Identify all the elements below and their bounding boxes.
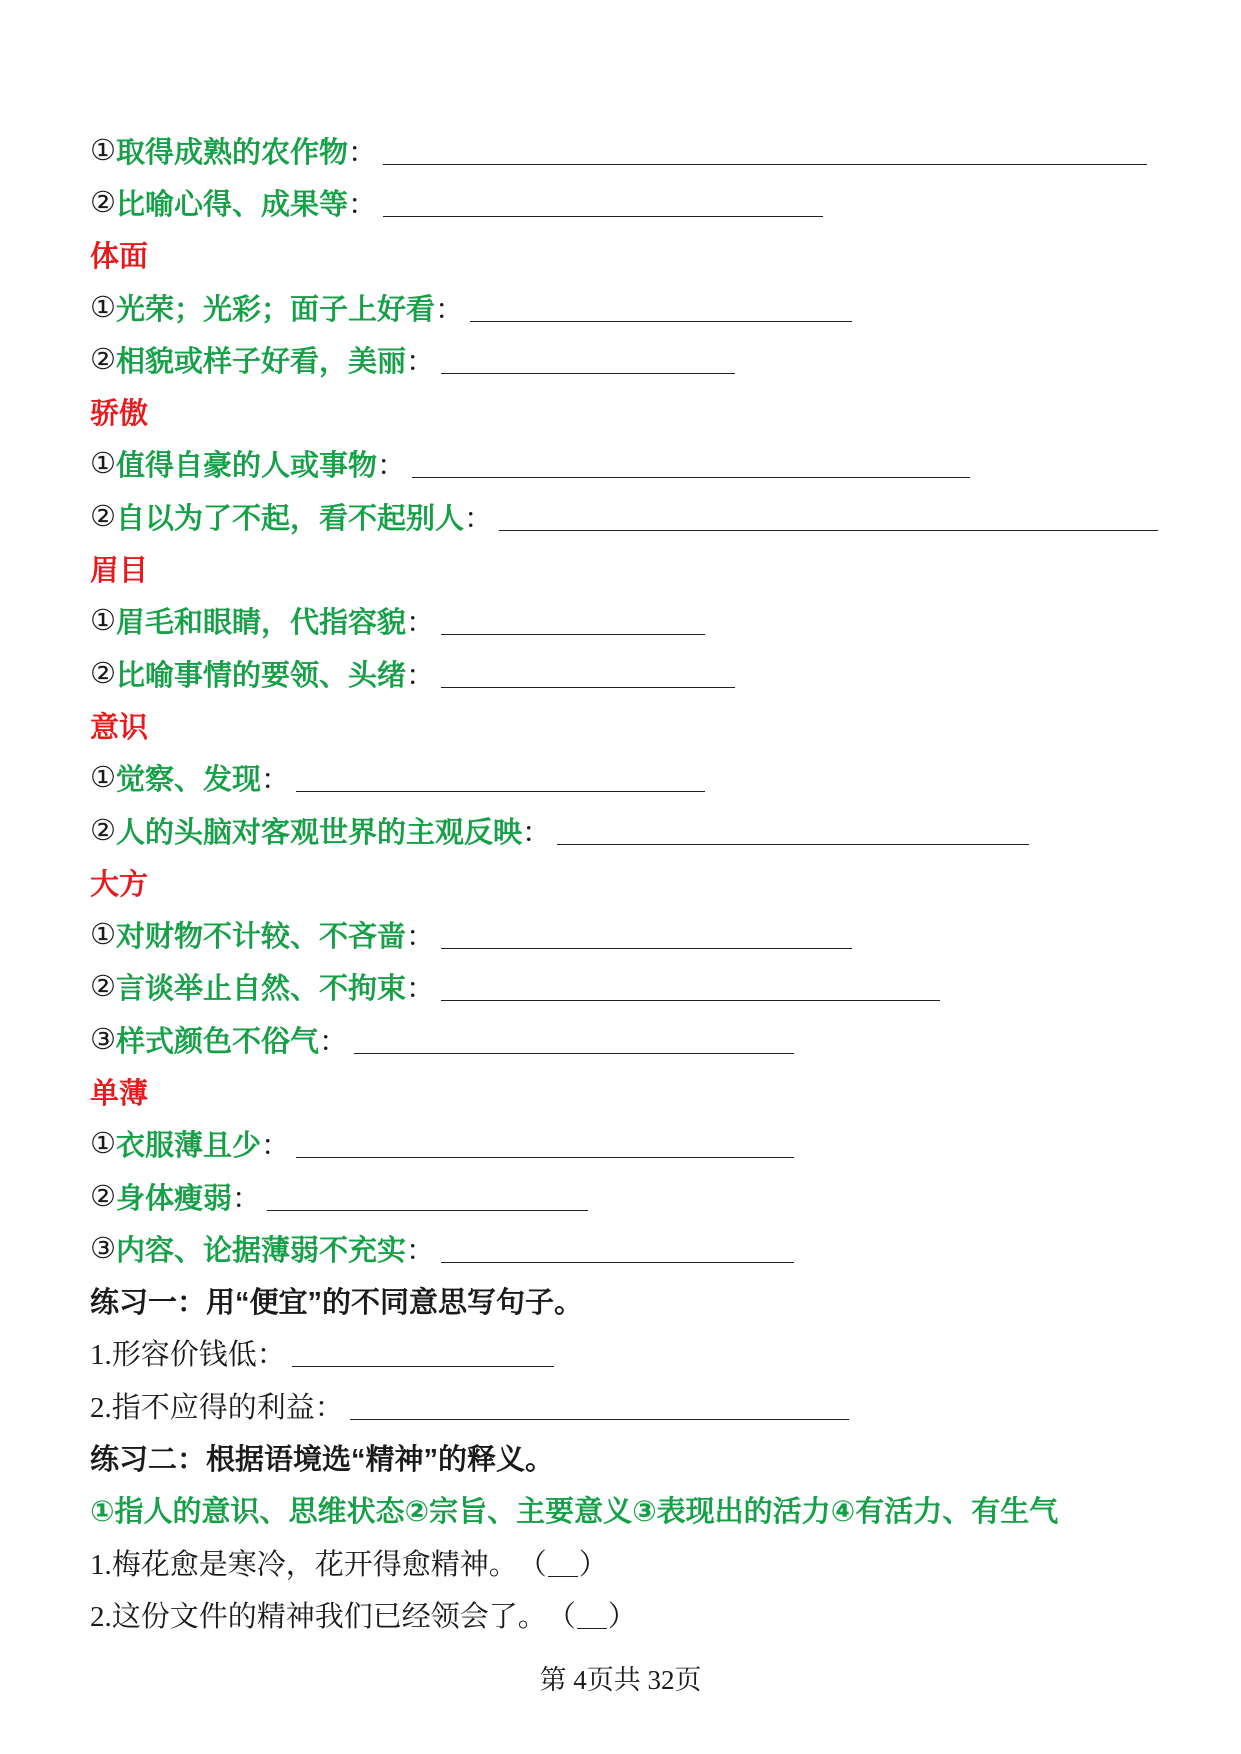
answer-blank xyxy=(412,477,970,478)
exercise-title: 练习二：根据语境选“精神”的释义。 xyxy=(90,1444,555,1477)
sense-line xyxy=(90,176,823,228)
sense-line xyxy=(90,1170,588,1222)
question-sentence: 1.梅花愈是寒冷，花开得愈精神。 xyxy=(90,1548,518,1581)
sense-line xyxy=(90,908,852,960)
entry-word: 眉目 xyxy=(90,555,149,588)
sense-number: ③ xyxy=(90,1232,116,1265)
sense-definition: 样式颜色不俗气 xyxy=(116,1025,320,1058)
colon: ： xyxy=(406,607,436,640)
sense-number: ② xyxy=(90,343,116,376)
answer-bracket-open: （ xyxy=(517,1548,547,1581)
answer-bracket-close: ） xyxy=(578,1548,608,1581)
answer-blank xyxy=(470,321,852,322)
sense-number: ② xyxy=(90,500,116,533)
sense-definition: 眉毛和眼睛，代指容貌 xyxy=(116,607,407,640)
answer-blank xyxy=(350,1419,849,1420)
entry-word-heading xyxy=(90,1065,1190,1117)
answer-blank xyxy=(354,1053,794,1054)
sense-definition: 人的头脑对客观世界的主观反映 xyxy=(116,816,523,849)
sense-number: ③ xyxy=(90,1023,116,1056)
answer-blank xyxy=(548,1576,578,1577)
exercise-prompt: 1.形容价钱低： xyxy=(90,1339,286,1372)
sense-line xyxy=(90,490,1158,542)
sense-number: ① xyxy=(90,919,116,952)
answer-blank xyxy=(499,530,1158,531)
entry-word: 意识 xyxy=(90,711,149,744)
sense-line xyxy=(90,647,735,699)
sense-definition: 值得自豪的人或事物 xyxy=(116,450,378,483)
sense-number: ① xyxy=(90,1128,116,1161)
worksheet-content xyxy=(90,124,1190,1641)
exercise-item xyxy=(90,1379,849,1431)
exercise-prompt: 2.指不应得的利益： xyxy=(90,1391,344,1424)
colon: ： xyxy=(522,816,552,849)
sense-line xyxy=(90,804,1029,856)
answer-bracket-close: ） xyxy=(607,1600,637,1633)
sense-definition: 身体瘦弱 xyxy=(116,1182,233,1215)
sense-line xyxy=(90,961,940,1013)
sense-definition: 相貌或样子好看，美丽 xyxy=(116,345,407,378)
answer-blank xyxy=(296,791,705,792)
colon: ： xyxy=(406,1234,436,1267)
exercise-title-line xyxy=(90,1431,1190,1483)
colon: ： xyxy=(406,921,436,954)
sense-number: ① xyxy=(90,448,116,481)
sense-line xyxy=(90,752,705,804)
colon: ： xyxy=(406,345,436,378)
colon: ： xyxy=(348,136,378,169)
exercise-title-line xyxy=(90,1275,1190,1327)
entry-word-heading xyxy=(90,229,1190,281)
sense-definition: 比喻事情的要领、头绪 xyxy=(116,659,407,692)
exercise-item xyxy=(90,1327,554,1379)
sense-definition: 对财物不计较、不吝啬 xyxy=(116,921,407,954)
sense-line xyxy=(90,1118,794,1170)
answer-blank xyxy=(292,1366,554,1367)
sense-number: ① xyxy=(90,605,116,638)
colon: ： xyxy=(261,764,291,797)
answer-blank xyxy=(441,373,735,374)
answer-blank xyxy=(441,1000,940,1001)
sense-number: ① xyxy=(90,762,116,795)
colon: ： xyxy=(232,1182,262,1215)
colon: ： xyxy=(464,502,494,535)
entry-word-heading xyxy=(90,699,1190,751)
question-line xyxy=(90,1536,1190,1588)
sense-number: ① xyxy=(90,134,116,167)
colon: ： xyxy=(406,659,436,692)
colon: ： xyxy=(377,450,407,483)
entry-word: 大方 xyxy=(90,868,149,901)
colon: ： xyxy=(435,293,465,326)
answer-blank xyxy=(577,1628,607,1629)
sense-number: ② xyxy=(90,971,116,1004)
sense-line xyxy=(90,333,735,385)
sense-line xyxy=(90,438,970,490)
entry-word: 体面 xyxy=(90,241,149,274)
answer-blank xyxy=(267,1210,588,1211)
sense-line xyxy=(90,124,1147,176)
sense-number: ② xyxy=(90,186,116,219)
sense-line xyxy=(90,281,852,333)
colon: ： xyxy=(319,1025,349,1058)
sense-definition: 比喻心得、成果等 xyxy=(116,188,349,221)
sense-line xyxy=(90,595,705,647)
answer-blank xyxy=(557,844,1029,845)
sense-number: ② xyxy=(90,657,116,690)
sense-number: ② xyxy=(90,1180,116,1213)
sense-definition: 自以为了不起，看不起别人 xyxy=(116,502,465,535)
answer-blank xyxy=(296,1157,794,1158)
answer-blank xyxy=(441,948,852,949)
colon: ： xyxy=(406,973,436,1006)
sense-definition: 光荣；光彩；面子上好看 xyxy=(116,293,436,326)
answer-bracket-open: （ xyxy=(546,1600,576,1633)
sense-line xyxy=(90,1222,794,1274)
sense-line xyxy=(90,1013,794,1065)
sense-number: ② xyxy=(90,814,116,847)
colon: ： xyxy=(348,188,378,221)
page-footer: 第 4页共 32页 xyxy=(539,1665,702,1695)
answer-blank xyxy=(441,634,705,635)
entry-word-heading xyxy=(90,385,1190,437)
meaning-options: ①指人的意识、思维状态②宗旨、主要意义③表现出的活力④有活力、有生气 xyxy=(90,1496,1059,1529)
sense-definition: 内容、论据薄弱不充实 xyxy=(116,1234,407,1267)
answer-blank xyxy=(441,1262,794,1263)
exercise-title: 练习一：用“便宜”的不同意思写句子。 xyxy=(90,1287,584,1320)
answer-blank xyxy=(383,216,823,217)
entry-word: 骄傲 xyxy=(90,398,149,431)
entry-word-heading xyxy=(90,856,1190,908)
question-sentence: 2.这份文件的精神我们已经领会了。 xyxy=(90,1600,547,1633)
sense-number: ① xyxy=(90,291,116,324)
answer-blank xyxy=(383,164,1147,165)
entry-word-heading xyxy=(90,542,1190,594)
sense-definition: 言谈举止自然、不拘束 xyxy=(116,973,407,1006)
answer-blank xyxy=(441,687,735,688)
sense-definition: 觉察、发现 xyxy=(116,764,262,797)
entry-word: 单薄 xyxy=(90,1077,149,1110)
colon: ： xyxy=(261,1130,291,1163)
question-line xyxy=(90,1588,1190,1640)
sense-definition: 衣服薄且少 xyxy=(116,1130,262,1163)
options-line xyxy=(90,1484,1190,1536)
sense-definition: 取得成熟的农作物 xyxy=(116,136,349,169)
